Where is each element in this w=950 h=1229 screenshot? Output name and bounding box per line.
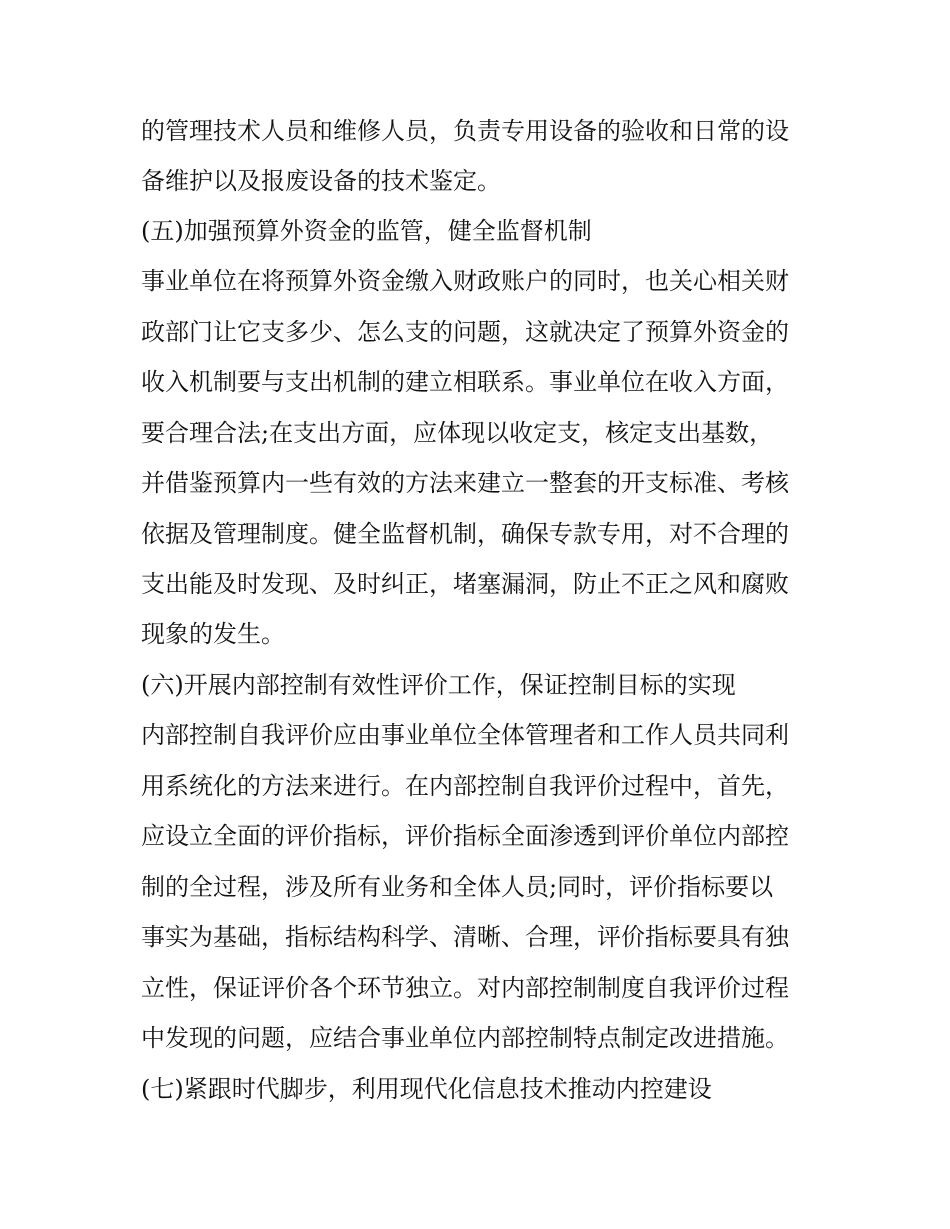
text-line: 政部门让它支多少、怎么支的问题，这就决定了预算外资金的	[141, 318, 789, 346]
text-line: 现象的发生。	[141, 620, 285, 648]
text-line: 收入机制要与支出机制的建立相联系。事业单位在收入方面，	[141, 368, 789, 396]
text-line: 中发现的问题，应结合事业单位内部控制特点制定改进措施。	[141, 1024, 789, 1052]
text-line: 支出能及时发现、及时纠正，堵塞漏洞，防止不正之风和腐败	[141, 570, 789, 598]
text-line: 依据及管理制度。健全监督机制，确保专款专用，对不合理的	[141, 520, 789, 548]
text-line: 事业单位在将预算外资金缴入财政账户的同时，也关心相关财	[141, 267, 789, 295]
text-line: 要合理合法;在支出方面，应体现以收定支，核定支出基数，	[141, 419, 774, 447]
text-line: 的管理技术人员和维修人员，负责专用设备的验收和日常的设	[141, 117, 789, 145]
text-line: 内部控制自我评价应由事业单位全体管理者和工作人员共同利	[141, 721, 789, 749]
text-line: 制的全过程，涉及所有业务和全体人员;同时，评价指标要以	[141, 873, 774, 901]
section-heading-5: (五)加强预算外资金的监管，健全监督机制	[141, 217, 592, 245]
text-line: 用系统化的方法来进行。在内部控制自我评价过程中，首先，	[141, 772, 789, 800]
text-line: 备维护以及报废设备的技术鉴定。	[141, 167, 501, 195]
text-line: 应设立全面的评价指标，评价指标全面渗透到评价单位内部控	[141, 822, 789, 850]
section-heading-7: (七)紧跟时代脚步，利用现代化信息技术推动内控建设	[141, 1075, 712, 1103]
section-heading-6: (六)开展内部控制有效性评价工作，保证控制目标的实现	[141, 671, 736, 699]
text-line: 事实为基础，指标结构科学、清晰、合理，评价指标要具有独	[141, 923, 789, 951]
text-line: 并借鉴预算内一些有效的方法来建立一整套的开支标准、考核	[141, 469, 789, 497]
text-line: 立性，保证评价各个环节独立。对内部控制制度自我评价过程	[141, 974, 789, 1002]
